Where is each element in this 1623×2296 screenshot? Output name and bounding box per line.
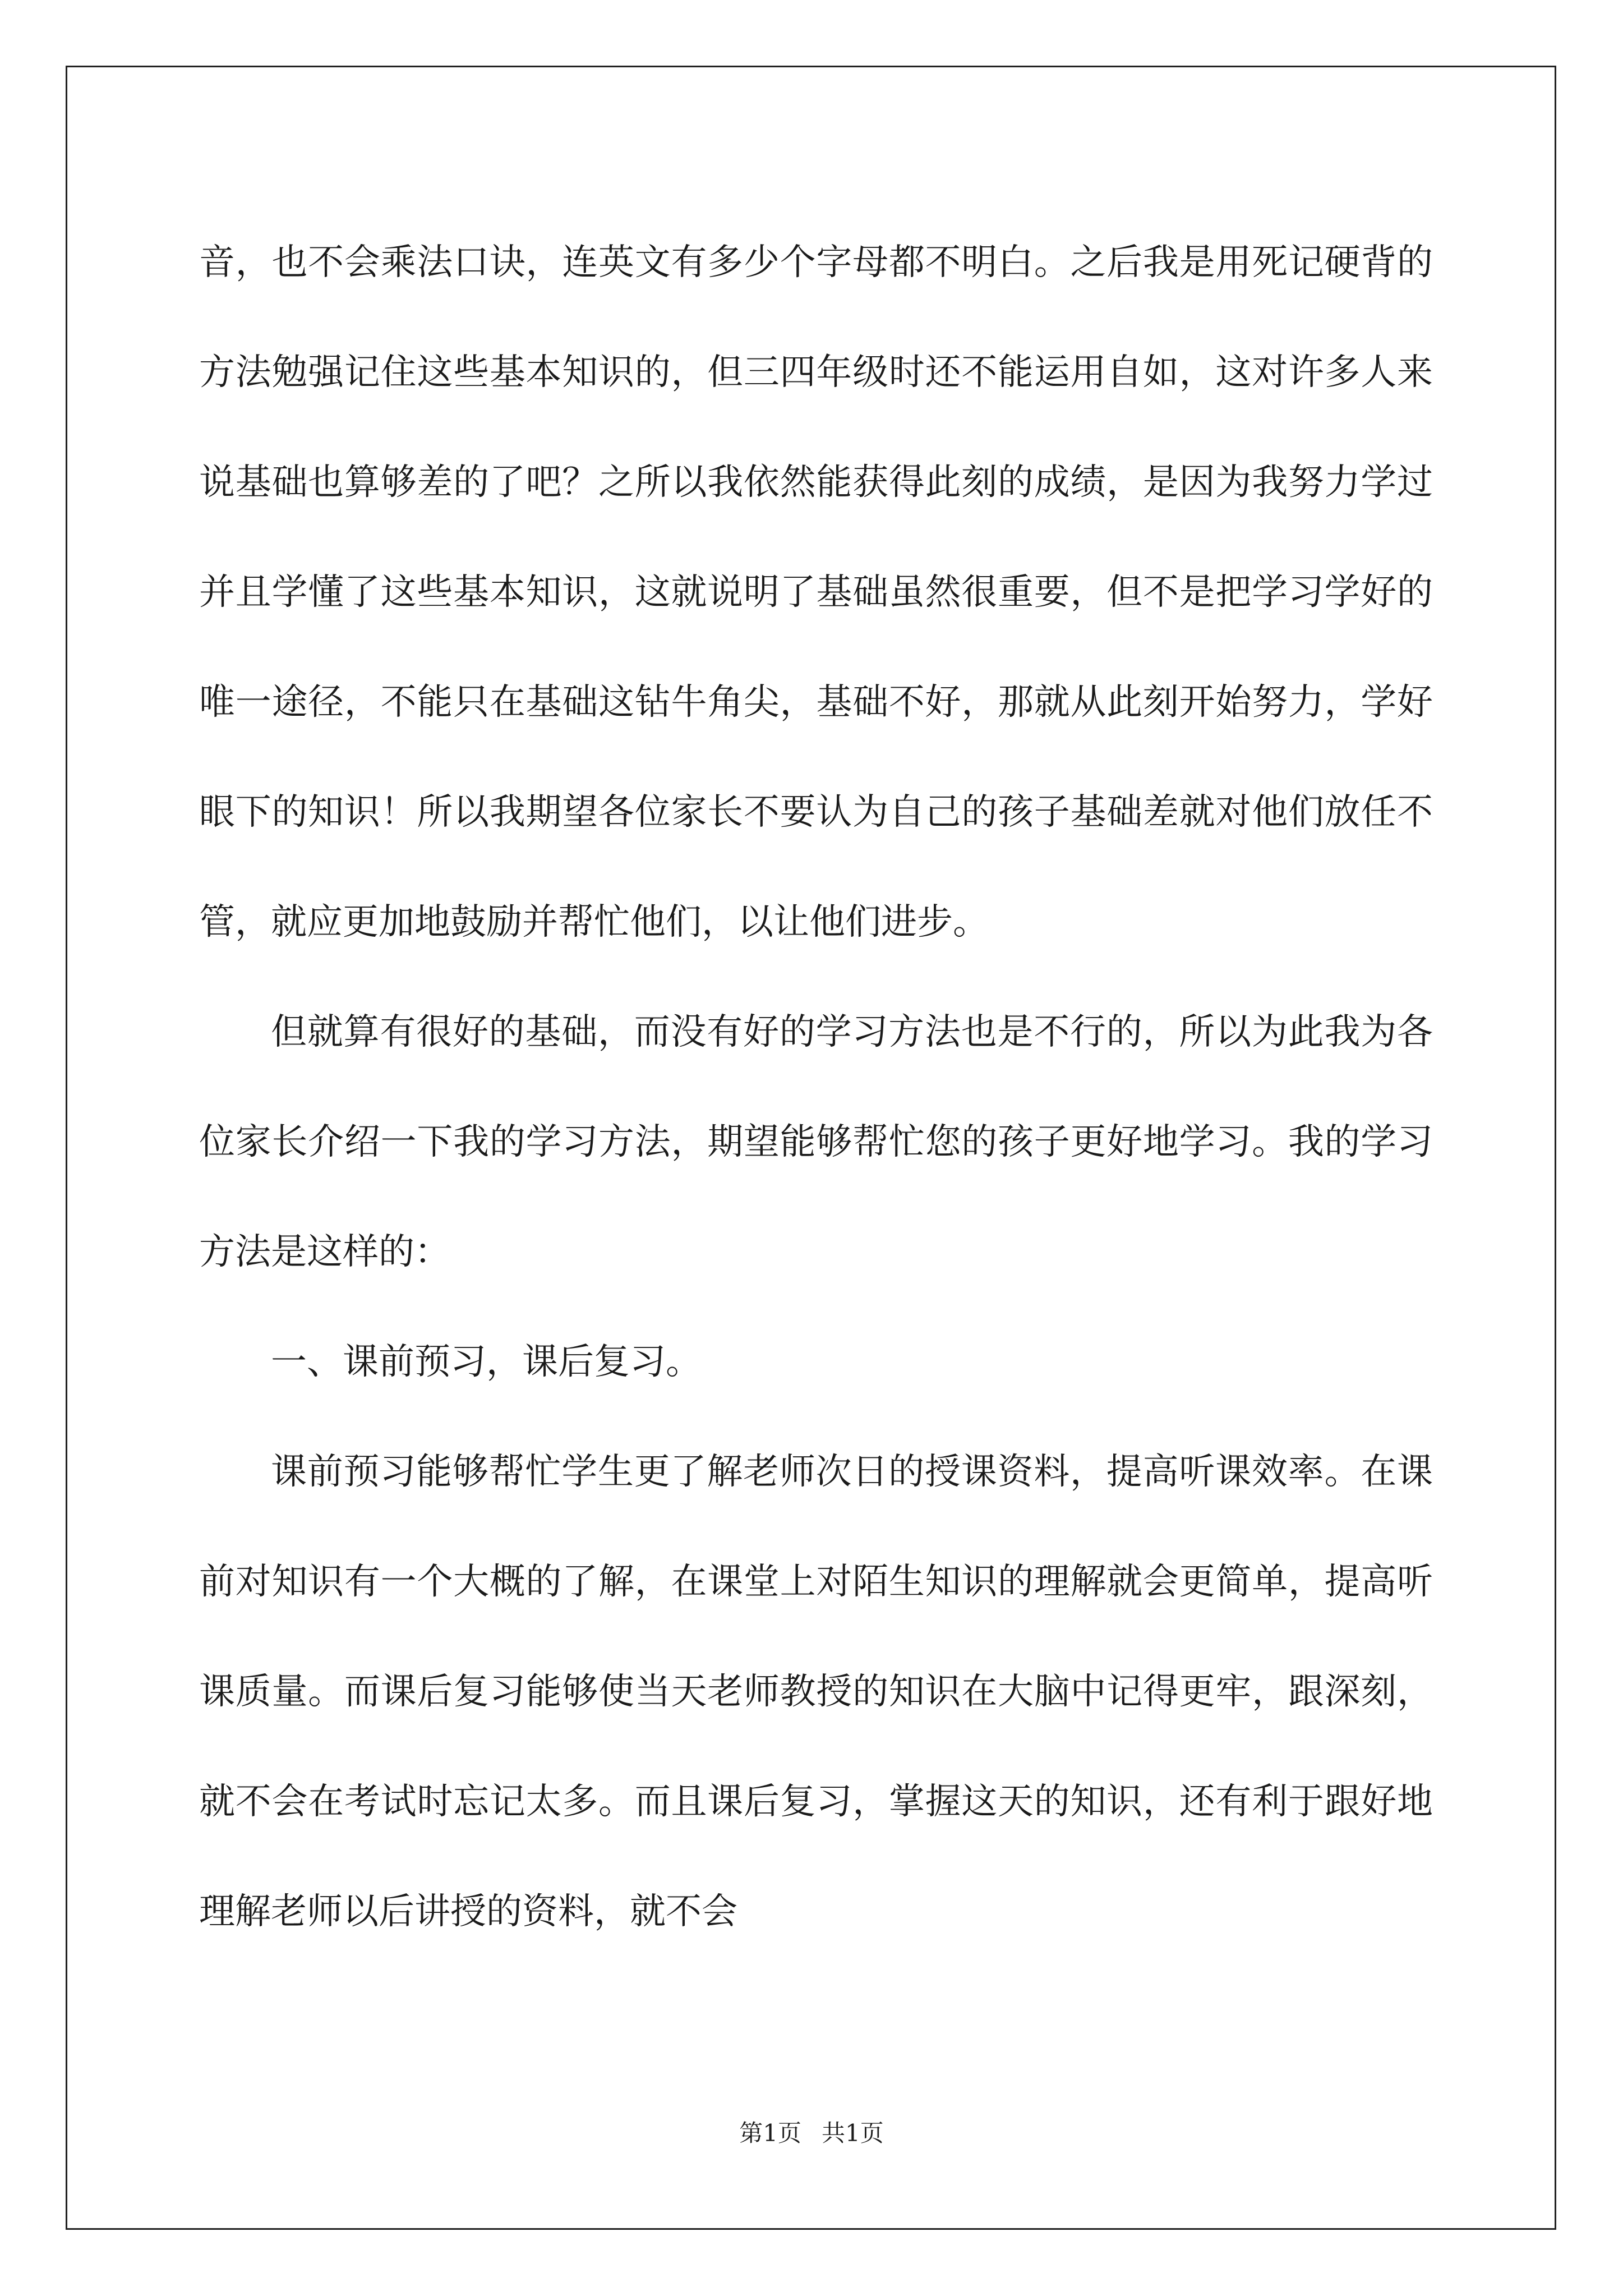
page-number: 第1页 xyxy=(739,2119,801,2147)
paragraph-3-heading: 一、课前预习，课后复习。 xyxy=(271,1341,702,1383)
paragraph-4: 课前预习能够帮忙学生更了解老师次日的授课资料，提高听课效率。在课前对知识有一个大概的了解，在课堂上对陌生知识的理解就会更简单，提高听课质量。而课后复习能够使当天老师教授的知识在大脑中记得更牢，跟深刻，就不会在考试时忘记太多。而且课后复习，掌握这天的知识，还有利于跟好地理解老师以后讲授的资料，就不会 xyxy=(199,1451,1433,1932)
page-total: 共1页 xyxy=(822,2119,884,2147)
page-footer xyxy=(0,2115,1623,2148)
document-body xyxy=(199,208,1433,1967)
paragraph-2: 但就算有很好的基础，而没有好的学习方法也是不行的，所以为此我为各位家长介绍一下我的学习方法，期望能够帮忙您的孩子更好地学习。我的学习方法是这样的： xyxy=(199,1011,1433,1273)
paragraph-1: 音，也不会乘法口诀，连英文有多少个字母都不明白。之后我是用死记硬背的方法勉强记住这些基本知识的，但三四年级时还不能运用自如，这对许多人来说基础也算够差的了吧？之所以我依然能获得此刻的成绩，是因为我努力学过并且学懂了这些基本知识，这就说明了基础虽然很重要，但不是把学习学好的唯一途径，不能只在基础这钻牛角尖，基础不好，那就从此刻开始努力，学好眼下的知识！所以我期望各位家长不要认为自己的孩子基础差就对他们放任不管，就应更加地鼓励并帮忙他们，以让他们进步。 xyxy=(199,242,1433,943)
